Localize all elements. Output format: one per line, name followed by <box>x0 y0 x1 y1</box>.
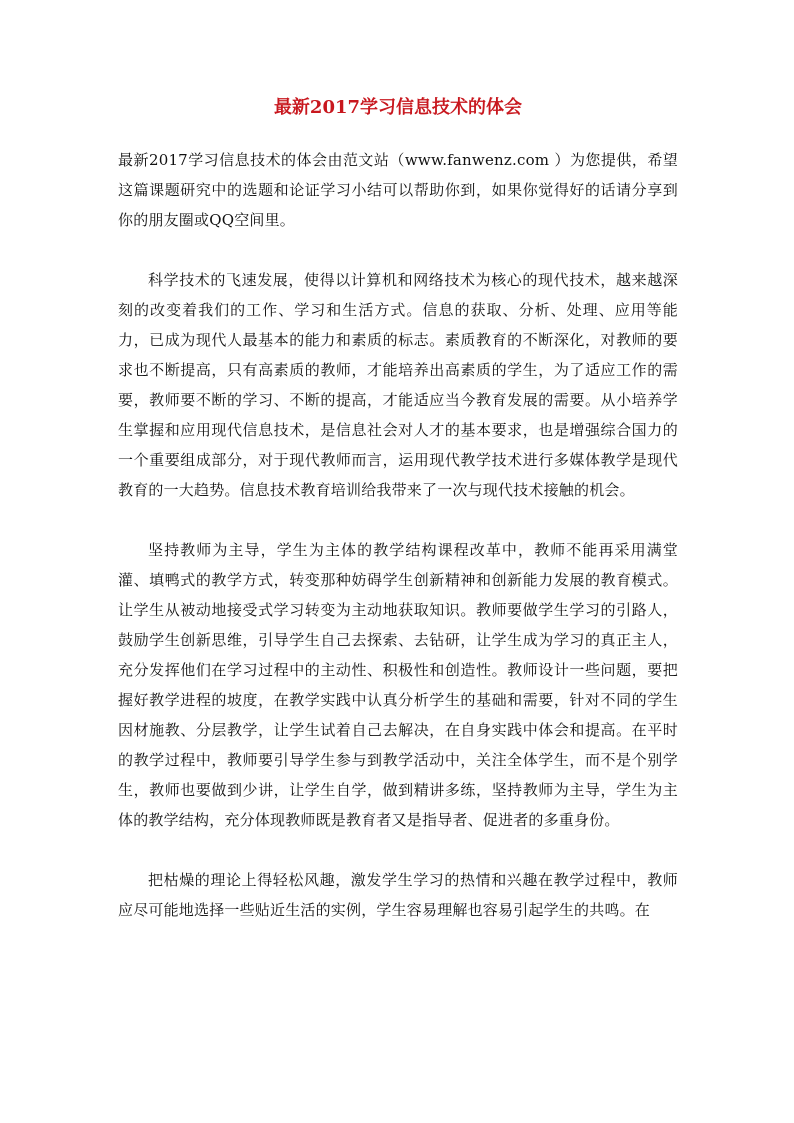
body-paragraph-1: 科学技术的飞速发展，使得以计算机和网络技术为核心的现代技术，越来越深刻的改变着我们的工作、学习和生活方式。信息的获取、分析、处理、应用等能力，已成为现代人最基本的能力和素质的标志。素质教育的不断深化，对教师的要求也不断提高，只有高素质的教师，才能培养出高素质的学生，为了适应工作的需要，教师要不断的学习、不断的提高，才能适应当今教育发展的需要。从小培养学生掌握和应用现代信息技术，是信息社会对人才的基本要求，也是增强综合国力的一个重要组成部分，对于现代教师而言，运用现代教学技术进行多媒体教学是现代教育的一大趋势。信息技术教育培训给我带来了一次与现代技术接触的机会。 <box>118 271 678 499</box>
intro-paragraph: 最新2017学习信息技术的体会由范文站（www.fanwenz.com ）为您提供，希望这篇课题研究中的选题和论证学习小结可以帮助你到，如果你觉得好的话请分享到你的朋友圈或QQ空间里。 <box>118 151 678 229</box>
document-title: 最新2017学习信息技术的体会 <box>273 97 523 118</box>
body-paragraph-2: 坚持教师为主导，学生为主体的教学结构课程改革中，教师不能再采用满堂灌、填鸭式的教学方式，转变那种妨碍学生创新精神和创新能力发展的教育模式。让学生从被动地接受式学习转变为主动地获取知识。教师要做学生学习的引路人，鼓励学生创新思维，引导学生自己去探索、去钻研，让学生成为学习的真正主人，充分发挥他们在学习过程中的主动性、积极性和创造性。教师设计一些问题，要把握好教学进程的坡度，在教学实践中认真分析学生的基础和需要，针对不同的学生因材施教、分层教学，让学生试着自己去解决，在自身实践中体会和提高。在平时的教学过程中，教师要引导学生参与到教学活动中，关注全体学生，而不是个别学生，教师也要做到少讲，让学生自学，做到精讲多练，坚持教师为主导，学生为主体的教学结构，充分体现教师既是教育者又是指导者、促进者的多重身份。 <box>118 541 678 829</box>
body-paragraph-3: 把枯燥的理论上得轻松风趣，激发学生学习的热情和兴趣在教学过程中，教师应尽可能地选择一些贴近生活的实例，学生容易理解也容易引起学生的共鸣。在 <box>118 871 678 919</box>
document-page <box>118 96 678 925</box>
